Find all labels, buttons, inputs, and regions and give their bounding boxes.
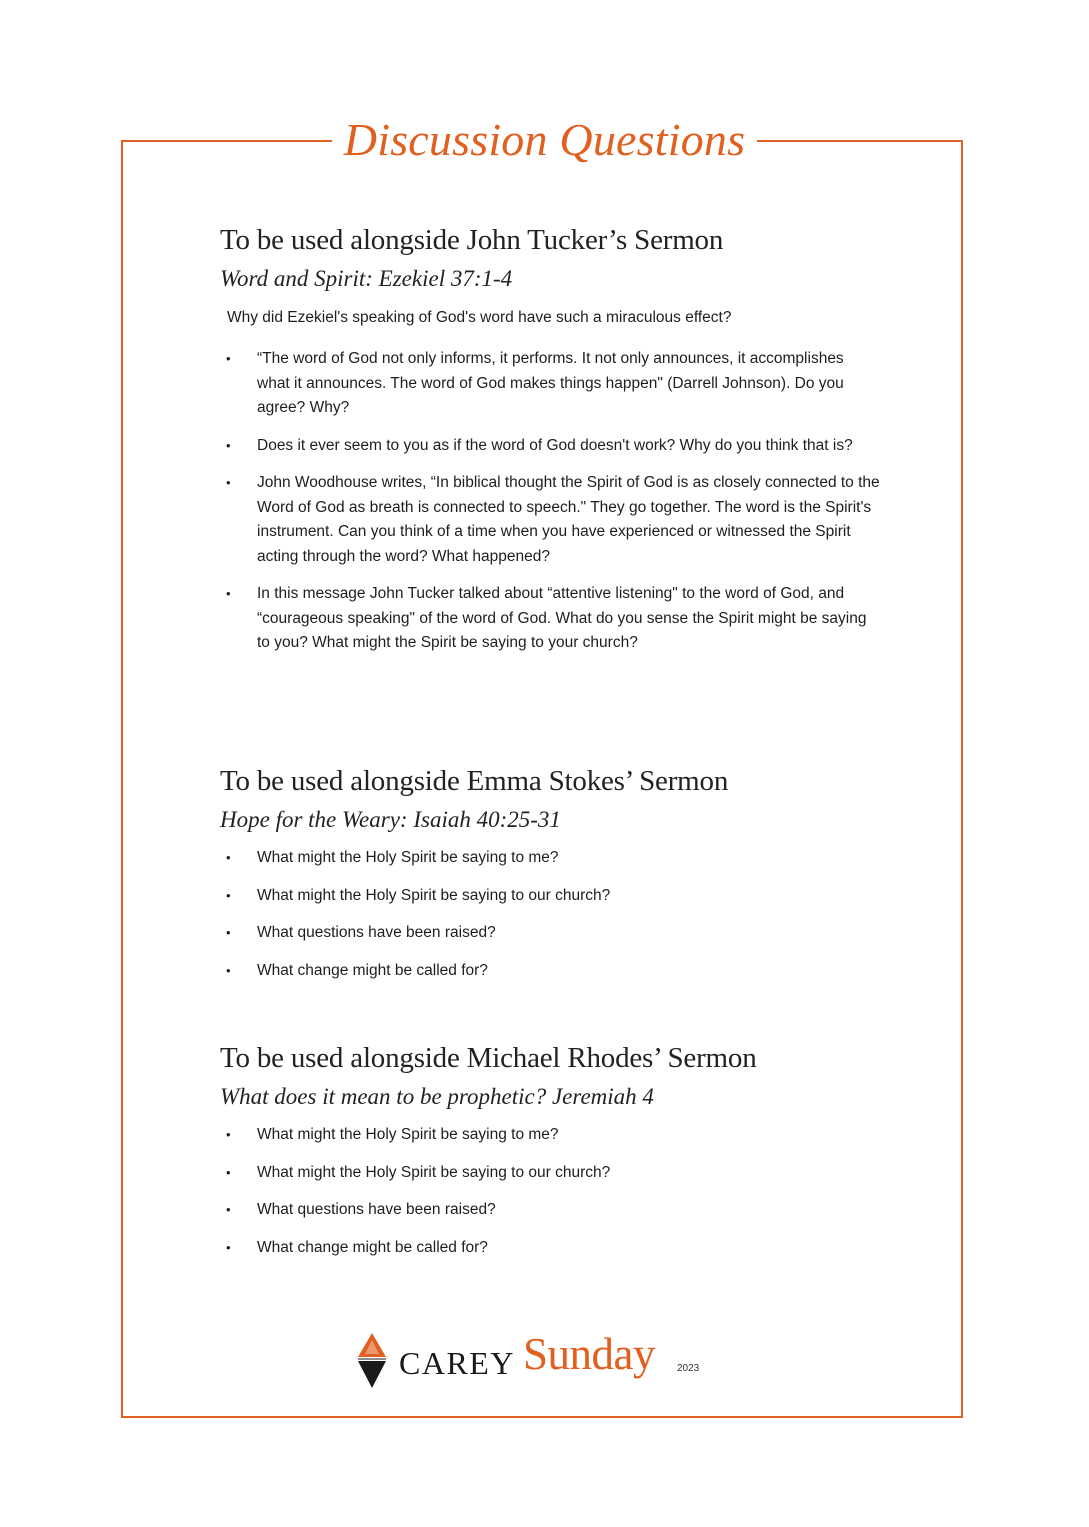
question-list <box>220 1123 880 1260</box>
list-item <box>220 1198 880 1223</box>
question-text: What questions have been raised? <box>257 1201 496 1218</box>
section-heading: To be used alongside Emma Stokes’ Sermon <box>220 765 729 797</box>
bullet-icon: • <box>226 475 231 490</box>
bullet-icon: • <box>226 850 231 865</box>
list-item <box>220 1123 880 1148</box>
sermon-section-john-tucker <box>220 222 880 669</box>
bullet-icon: • <box>226 925 231 940</box>
question-list <box>220 347 880 656</box>
list-item <box>220 884 880 909</box>
list-item <box>220 959 880 984</box>
intro-question: Why did Ezekiel's speaking of God's word have such a miraculous effect? <box>227 309 732 326</box>
question-text: What change might be called for? <box>257 961 488 979</box>
question-text: Does it ever seem to you as if the word of God doesn't work? Why do you think that is? <box>257 436 853 454</box>
bullet-icon: • <box>226 351 231 366</box>
section-subtitle: What does it mean to be prophetic? Jeremiah 4 <box>220 1084 654 1109</box>
question-list <box>220 846 880 983</box>
question-text: What might the Holy Spirit be saying to me? <box>257 849 559 866</box>
bullet-icon: • <box>226 1239 231 1255</box>
logo-event: Sunday <box>523 1329 655 1379</box>
list-item <box>220 846 880 871</box>
bullet-icon: • <box>226 1164 231 1180</box>
bullet-icon: • <box>226 586 231 601</box>
flame-diamond-icon <box>355 1332 389 1390</box>
list-item <box>220 347 880 421</box>
list-item <box>220 1236 880 1261</box>
section-heading: To be used alongside Michael Rhodes’ Sermon <box>220 1042 757 1074</box>
question-text: What might the Holy Spirit be saying to our church? <box>257 886 611 904</box>
sermon-section-emma-stokes <box>220 763 880 996</box>
section-heading: To be used alongside John Tucker’s Sermon <box>220 224 724 256</box>
list-item <box>220 434 880 459</box>
bullet-icon: • <box>226 962 231 978</box>
question-text: What might the Holy Spirit be saying to our church? <box>257 1163 611 1181</box>
question-text: What change might be called for? <box>257 1238 488 1256</box>
bullet-icon: • <box>226 887 231 903</box>
bullet-icon: • <box>226 437 231 453</box>
bullet-icon: • <box>226 1127 231 1142</box>
list-item <box>220 921 880 946</box>
question-text: What questions have been raised? <box>257 924 496 941</box>
section-subtitle: Word and Spirit: Ezekiel 37:1-4 <box>220 266 513 291</box>
bullet-icon: • <box>226 1202 231 1217</box>
section-subtitle: Hope for the Weary: Isaiah 40:25-31 <box>220 807 561 832</box>
list-item <box>220 582 880 656</box>
question-text: What might the Holy Spirit be saying to me? <box>257 1126 559 1143</box>
logo-brand: CAREY <box>399 1345 515 1381</box>
list-item <box>220 471 880 569</box>
carey-sunday-logo <box>355 1330 735 1392</box>
sermon-section-michael-rhodes <box>220 1040 880 1273</box>
logo-year: 2023 <box>677 1363 700 1374</box>
list-item <box>220 1161 880 1186</box>
page-title-text: Discussion Questions <box>332 110 757 170</box>
question-text: “The word of God not only informs, it performs. It not only announces, it accomplishes what it announces. The word of God makes things happen" (Darrell Johnson). Do you agree? Why? <box>257 350 844 416</box>
question-text: John Woodhouse writes, “In biblical thought the Spirit of God is as closely connected to the Word of God as breath is connected to speech." They go together. The word is the Spirit's instrument. Can you think of a time when you have experienced or witnessed the Spirit acting through the word? What happened? <box>257 474 880 565</box>
question-text: In this message John Tucker talked about “attentive listening" to the word of God, and “courageous speaking" of the word of God. What do you sense the Spirit might be saying to you? What might the Spirit be saying to your church? <box>257 585 867 651</box>
